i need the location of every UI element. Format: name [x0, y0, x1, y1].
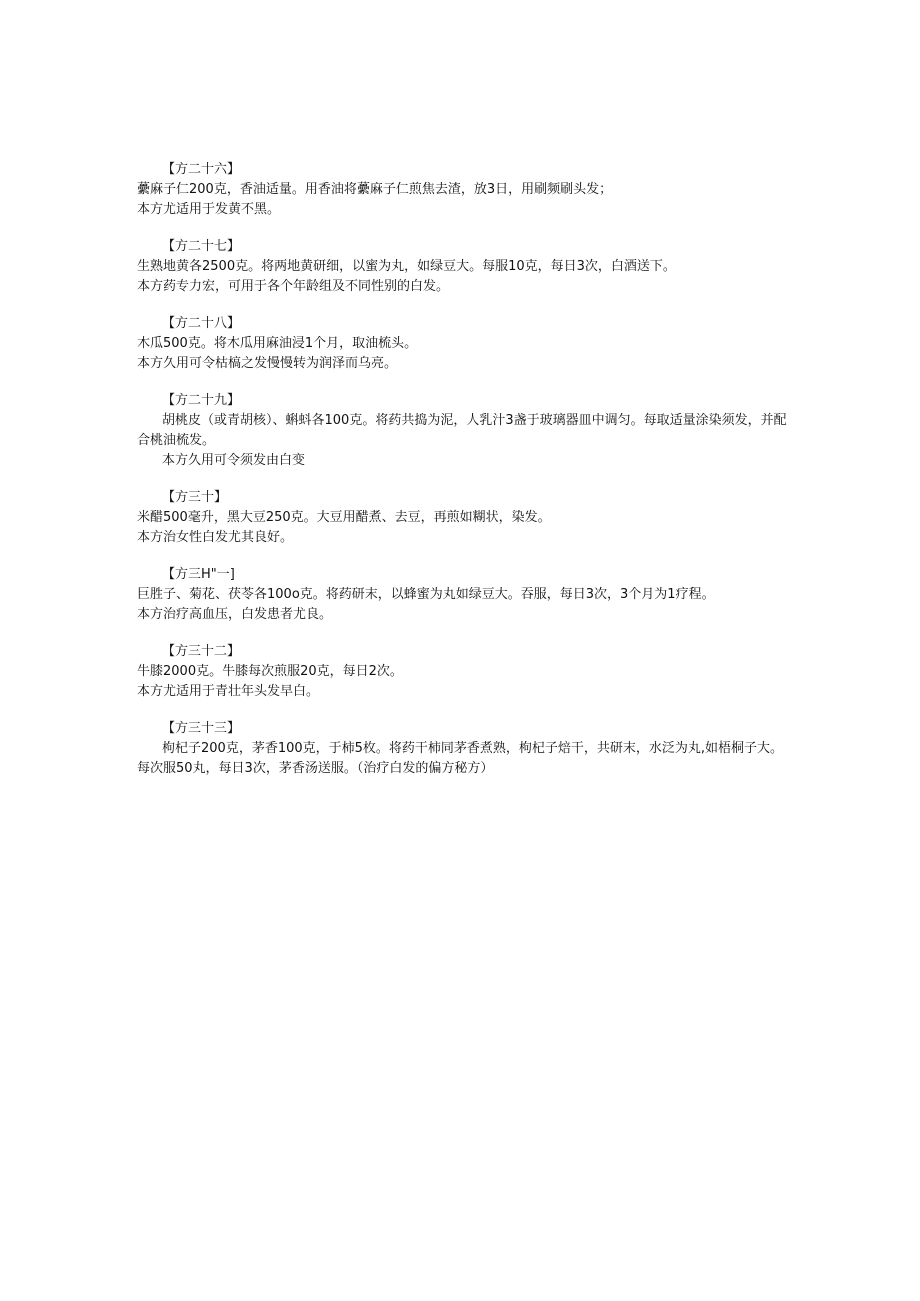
- recipe-text: 米醋500毫升，黑大豆250克。大豆用醋煮、去豆，再煎如糊状，染发。: [137, 510, 551, 525]
- recipe-note: 本方尤适用于发黄不黑。: [137, 202, 281, 217]
- document-body: [137, 160, 787, 796]
- recipe-note: 本方久用可令须发由白变: [162, 453, 306, 468]
- recipe-text: 虆麻子仁200克，香油适量。用香油将虆麻子仁煎焦去渣，放3日，用刷频刷头发；: [137, 182, 613, 197]
- recipe-31: [137, 565, 787, 625]
- recipe-text: 木瓜500克。将木瓜用麻油浸1个月，取油梳头。: [137, 336, 418, 351]
- recipe-text: 生熟地黄各2500克。将两地黄研细，以蜜为丸，如绿豆大。每服10克，每日3次，白酒送下。: [137, 259, 676, 274]
- recipe-heading: 【方三十三】: [162, 721, 241, 736]
- recipe-heading: 【方二十八】: [162, 316, 241, 331]
- recipe-32: [137, 642, 787, 702]
- recipe-33: [137, 719, 787, 779]
- recipe-heading: 【方二十七】: [162, 239, 241, 254]
- recipe-27: [137, 237, 787, 297]
- recipe-heading: 【方三H"一]: [162, 567, 235, 582]
- recipe-text: 胡桃皮（或青胡核）、蝌蚪各100克。将药共捣为泥，人乳汁3盏于玻璃器皿中调匀。每取适量涂染须发，并配合桃油梳发。: [137, 413, 787, 448]
- recipe-text: 巨胜子、菊花、茯苓各100o克。将药研末，以蜂蜜为丸如绿豆大。吞服，每日3次，3个月为1疗程。: [137, 587, 715, 602]
- recipe-note: 本方治女性白发尤其良好。: [137, 530, 294, 545]
- recipe-note: 本方治疗高血压，白发患者尤良。: [137, 607, 333, 622]
- recipe-text: 枸杞子200克，茅香100克，于柿5枚。将药干柿同茅香煮熟，枸杞子焙干，共研末，水泛为丸,如梧桐子大。每次服50丸，每日3次，茅香汤送服。（治疗白发的偏方秘方）: [137, 741, 784, 776]
- recipe-heading: 【方三十】: [162, 490, 228, 505]
- recipe-heading: 【方二十六】: [162, 162, 241, 177]
- recipe-note: 本方久用可令枯槁之发慢慢转为润泽而乌亮。: [137, 356, 398, 371]
- recipe-note: 本方尤适用于青壮年头发早白。: [137, 684, 320, 699]
- recipe-29: [137, 391, 787, 471]
- recipe-heading: 【方二十九】: [162, 393, 241, 408]
- recipe-30: [137, 488, 787, 548]
- recipe-note: 本方药专力宏，可用于各个年龄组及不同性别的白发。: [137, 279, 450, 294]
- recipe-28: [137, 314, 787, 374]
- recipe-26: [137, 160, 787, 220]
- recipe-text: 牛膝2000克。牛膝每次煎服20克，每日2次。: [137, 664, 403, 679]
- recipe-heading: 【方三十二】: [162, 644, 241, 659]
